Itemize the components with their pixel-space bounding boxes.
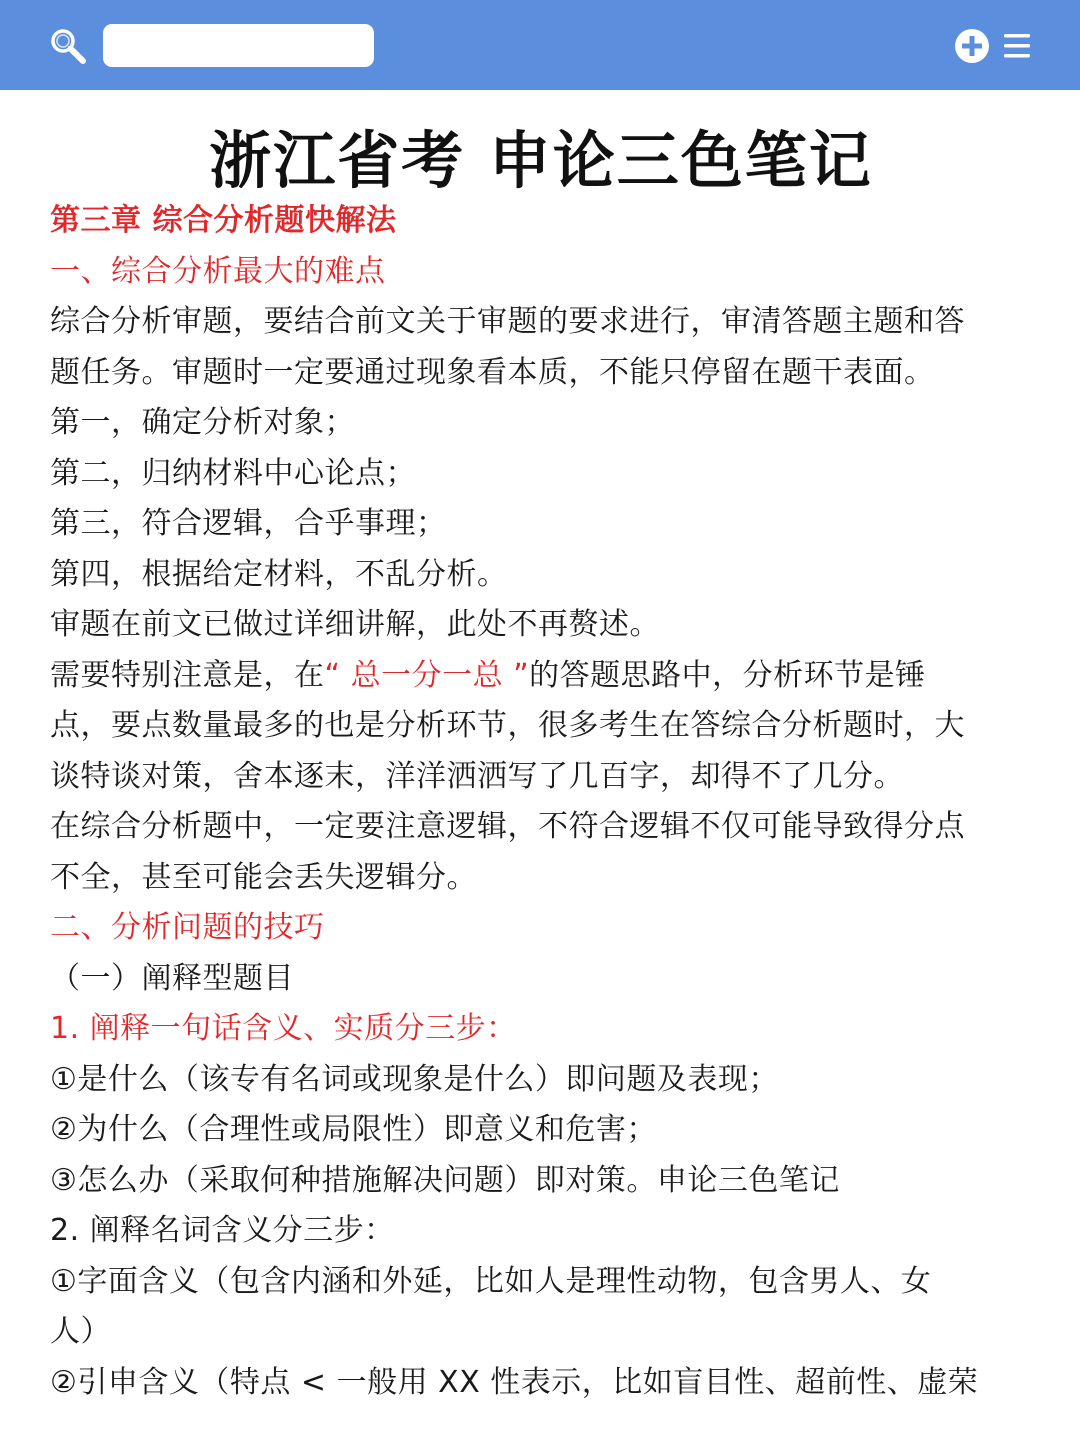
document-content [0,90,1080,1408]
list-item: 人） [50,1314,111,1349]
item-heading-1: 1. 阐释一句话含义、实质分三步： [50,1011,517,1046]
list-item: ①是什么（该专有名词或现象是什么）即问题及表现； [50,1061,779,1097]
list-item: 第二，归纳材料中心论点； [50,455,416,491]
paragraph-line: 审题在前文已做过详细讲解，此处不再赘述。 [50,607,660,642]
list-item: ③怎么办（采取何种措施解决问题）即对策。申论三色笔记 [50,1162,840,1198]
list-item: 第四，根据给定材料，不乱分析。 [50,556,508,592]
paragraph-line: 谈特谈对策，舍本逐末，洋洋洒洒写了几百字，却得不了几分。 [50,758,904,794]
paragraph-line: 题任务。审题时一定要通过现象看本质，不能只停留在题干表面。 [50,354,935,390]
highlight-text: “ 总一分一总 ” [324,657,530,693]
search-input[interactable] [103,24,374,67]
paragraph-line: 不全，甚至可能会丢失逻辑分。 [50,859,477,895]
top-bar [0,0,1080,90]
paragraph-line: 综合分析审题，要结合前文关于审题的要求进行，审清答题主题和答 [50,304,965,339]
list-item: ①字面含义（包含内涵和外延，比如人是理性动物，包含男人、女 [50,1263,932,1299]
text-segment: 需要特别注意是，在 [50,657,325,693]
section-heading-1: 一、综合分析最大的难点 [50,253,386,289]
list-item: 第三，符合逻辑，合乎事理； [50,506,447,541]
list-item: ②为什么（合理性或局限性）即意义和危害； [50,1112,657,1147]
item-heading-2: 2. 阐释名词含义分三步： [50,1213,395,1248]
paragraph-line [50,651,1032,702]
search-icon[interactable] [48,26,88,66]
list-item: 第一，确定分析对象； [50,405,355,440]
chapter-heading: 第三章 综合分析题快解法 [50,203,397,238]
list-item: ②引申含义（特点 < 一般用 XX 性表示，比如盲目性、超前性、虚荣 [50,1364,979,1400]
section-heading-2: 二、分析问题的技巧 [50,910,325,945]
subsection-heading: （一）阐释型题目 [50,960,294,996]
page-title: 浙江省考 申论三色笔记 [209,124,873,197]
paragraph-line: 点，要点数量最多的也是分析环节，很多考生在答综合分析题时，大 [50,708,965,743]
text-segment: 的答题思路中，分析环节是锤 [529,657,926,693]
menu-icon[interactable] [1002,31,1032,61]
paragraph-line: 在综合分析题中，一定要注意逻辑，不符合逻辑不仅可能导致得分点 [50,809,965,844]
add-circle-icon[interactable] [954,28,990,64]
